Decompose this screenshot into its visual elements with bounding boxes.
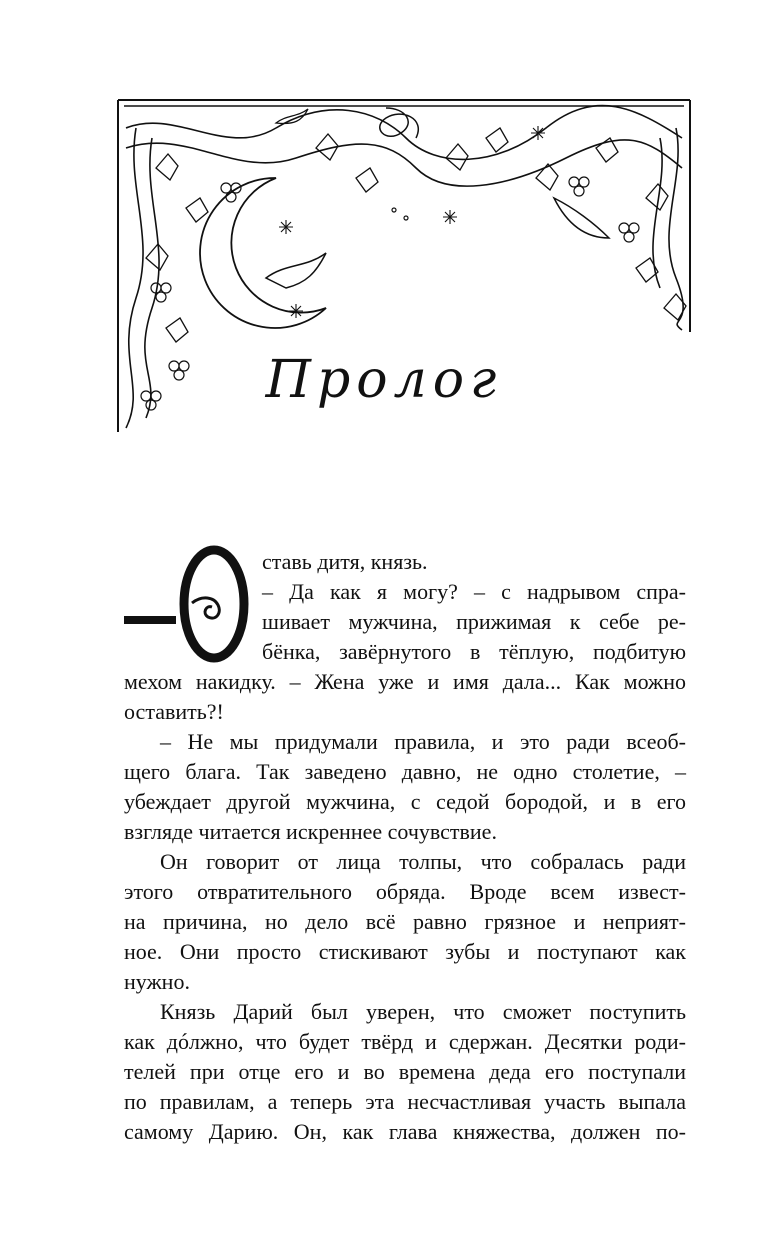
text-line: этого отвратительного обряда. Вроде всем извест- — [124, 879, 686, 904]
text-line: – Не мы придумали правила, и это ради всеоб- — [160, 729, 686, 754]
dropcap-lines — [262, 547, 686, 667]
dropcap-letter — [250, 545, 251, 546]
dropcap — [178, 545, 250, 663]
text-line: щего блага. Так заведено давно, не одно столетие, – — [124, 759, 686, 784]
text-line: шивает мужчина, прижимая к себе ре- — [262, 609, 686, 634]
text-line: – Да как я могу? – с надрывом спра- — [262, 579, 686, 604]
text-line: Князь Дарий был уверен, что сможет поступить — [160, 999, 686, 1024]
text-line: бёнка, завёрнутого в тёплую, подбитую — [262, 639, 686, 664]
text-line: на причина, но дело всё равно грязное и неприят- — [124, 909, 686, 934]
text-line: мехом накидку. – Жена уже и имя дала... Как можно — [124, 669, 686, 694]
dialogue-dash — [124, 616, 176, 624]
text-line: по правилам, а теперь эта несчастливая участь выпала — [124, 1089, 686, 1114]
text-line: нужно. — [124, 969, 190, 994]
chapter-title: Пролог — [265, 350, 503, 410]
text-line: взгляде читается искреннее сочувствие. — [124, 819, 497, 844]
text-line: Он говорит от лица толпы, что собралась ради — [160, 849, 686, 874]
text-line: как дóлжно, что будет твёрд и сдержан. Десятки роди- — [124, 1029, 686, 1054]
text-line: убеждает другой мужчина, с седой бородой, и в его — [124, 789, 686, 814]
text-line: ставь дитя, князь. — [262, 549, 428, 574]
text-line: самому Дарию. Он, как глава княжества, должен по- — [124, 1119, 686, 1144]
text-line: ное. Они просто стискивают зубы и поступают как — [124, 939, 686, 964]
body-text — [124, 667, 686, 1147]
text-line: телей при отце его и во времена деда его поступали — [124, 1059, 686, 1084]
text-line: оставить?! — [124, 699, 224, 724]
